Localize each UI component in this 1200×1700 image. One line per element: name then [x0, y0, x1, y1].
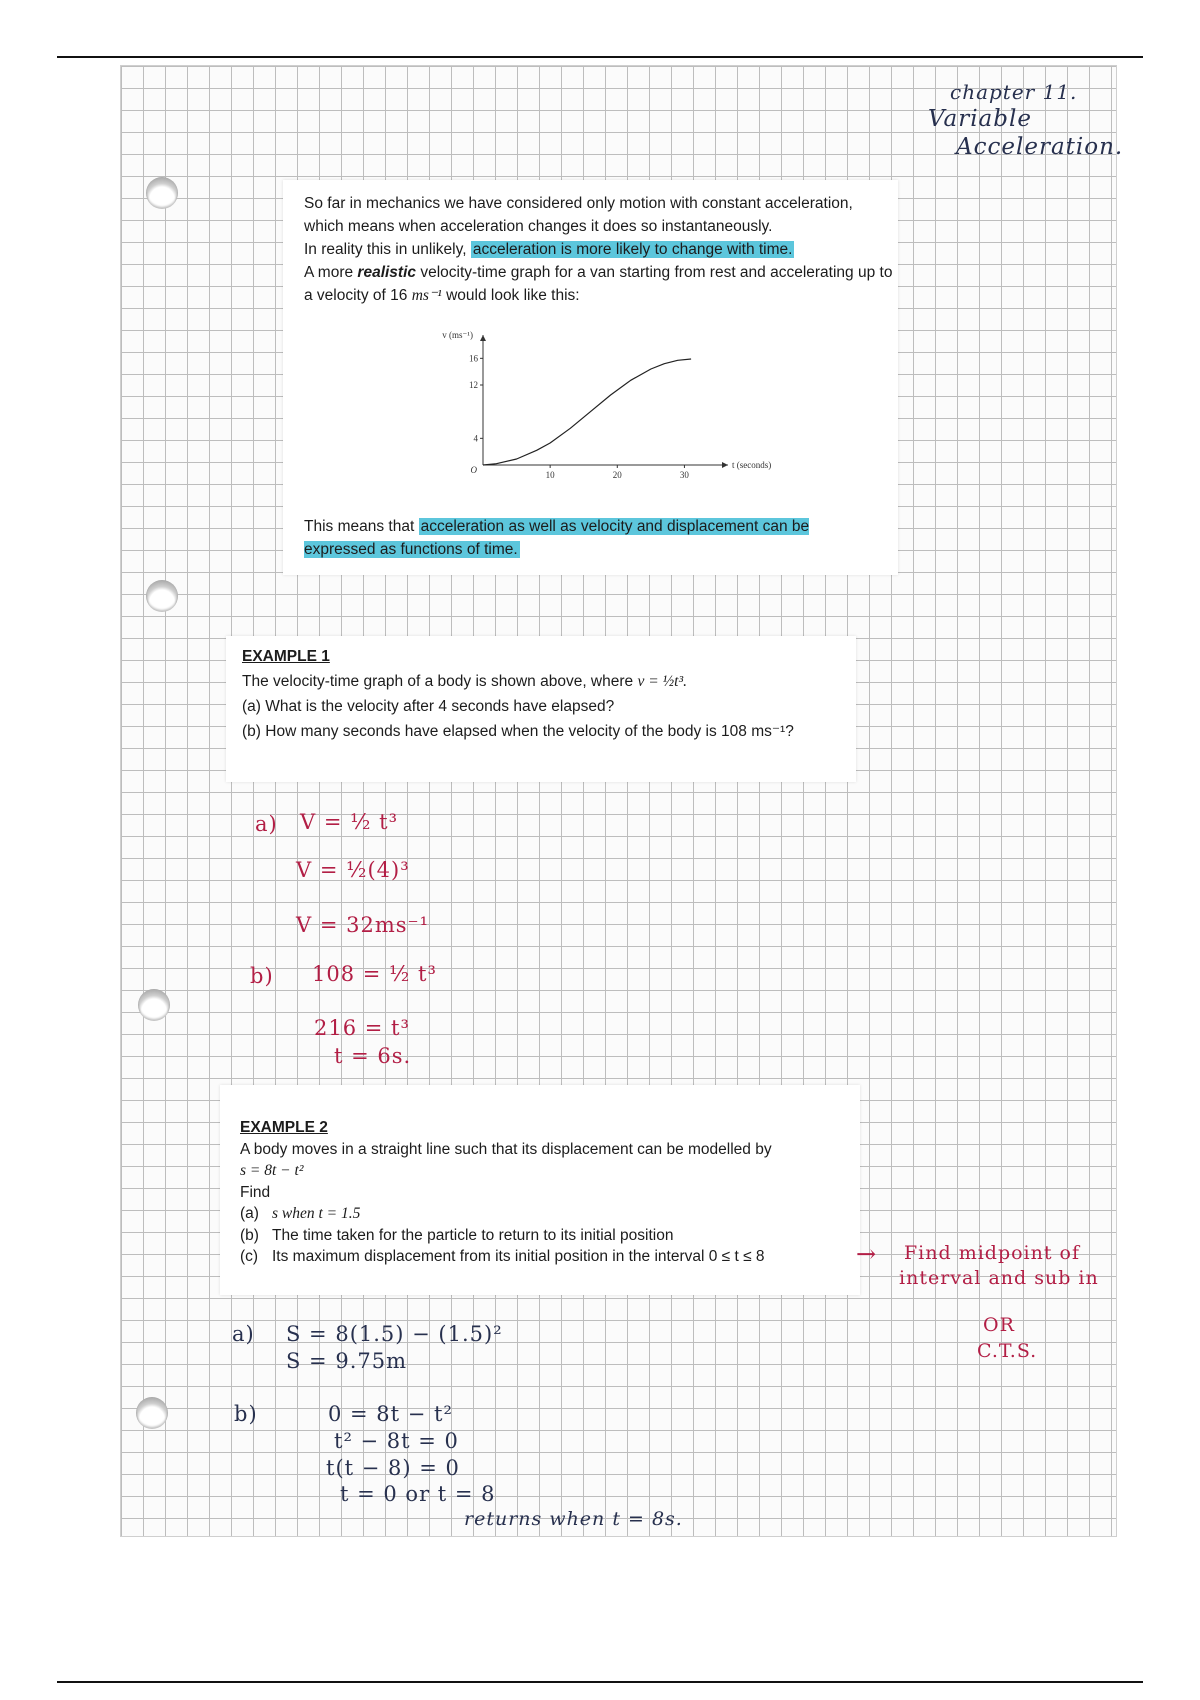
margin-note-line1: chapter 11.: [950, 80, 1078, 104]
solution-1-a-line1: V = ½ t³: [300, 810, 398, 834]
example-1-statement-text: The velocity-time graph of a body is shown above, where: [242, 673, 638, 690]
intro-p2-text: In reality this in unlikely,: [304, 241, 471, 258]
intro-p3-post: velocity-time graph for a van starting from rest and accelerating up to a velocity of 16: [304, 264, 893, 304]
example-2-statement: A body moves in a straight line such that its displacement can be modelled by: [240, 1140, 772, 1158]
x-tick-label: 20: [612, 470, 622, 480]
solution-1-b-label: b): [250, 964, 274, 988]
intro-paragraph-2: [304, 238, 894, 261]
example-2-part-a-label: (a): [240, 1205, 259, 1222]
side-note-line1: Find midpoint of: [904, 1242, 1081, 1264]
solution-1-a-line2: V = ½(4)³: [296, 858, 410, 882]
example-1-title: EXAMPLE 1: [242, 648, 330, 665]
intro-p3-pre: A more: [304, 264, 358, 281]
example-2-part-c-label: (c): [240, 1248, 259, 1265]
example-1-part-b: (b) How many seconds have elapsed when the velocity of the body is 108 ms⁻¹?: [242, 723, 794, 740]
example-2-formula: s = 8t − t²: [240, 1162, 304, 1179]
x-axis-label: t (seconds): [732, 460, 772, 470]
x-axis-arrow: [722, 462, 728, 468]
example-2-part-c: [240, 1246, 850, 1268]
solution-2-b-line4: t = 0 or t = 8: [340, 1482, 496, 1506]
example-2-part-c-text: Its maximum displacement from its initial position in the interval 0 ≤ t ≤ 8: [272, 1248, 765, 1265]
top-rule: [57, 56, 1143, 58]
solution-2-b-line3: t(t − 8) = 0: [326, 1456, 460, 1480]
solution-2-a-line2: S = 9.75m: [286, 1349, 408, 1373]
punch-hole: [138, 989, 170, 1021]
intro-p4-highlight: acceleration as well as velocity and displacement can be expressed as functions of time.: [304, 518, 810, 558]
bottom-rule: [57, 1681, 1143, 1683]
x-tick-label: 10: [545, 470, 555, 480]
punch-hole: [146, 177, 178, 209]
intro-paragraph-4: [304, 515, 864, 561]
example-2-part-b-text: The time taken for the particle to return to its initial position: [272, 1226, 674, 1244]
solution-1-b-line3: t = 6s.: [334, 1044, 412, 1068]
intro-card: [283, 180, 898, 575]
intro-p3-unit: ms⁻¹: [411, 287, 442, 304]
example-2-card: [220, 1085, 860, 1295]
punch-hole: [136, 1397, 168, 1429]
intro-p4-text: This means that: [304, 518, 419, 535]
intro-paragraph-3: [304, 261, 894, 307]
example-1-formula: v = ½t³.: [637, 673, 688, 690]
side-note-line4: C.T.S.: [977, 1340, 1038, 1362]
solution-2-b-line2: t² − 8t = 0: [334, 1429, 459, 1453]
side-note-arrow: →: [856, 1240, 878, 1268]
y-axis-arrow: [480, 335, 486, 341]
example-1-part-a: (a) What is the velocity after 4 seconds have elapsed?: [242, 698, 615, 715]
example-1-card: [226, 636, 856, 782]
margin-note-line3: Acceleration.: [956, 134, 1124, 160]
y-tick-label: 16: [469, 353, 478, 364]
solution-2-a-line1: S = 8(1.5) − (1.5)²: [286, 1322, 503, 1346]
example-2-find: Find: [240, 1183, 271, 1201]
solution-1-b-line2: 216 = t³: [314, 1016, 410, 1040]
side-note-line2: interval and sub in: [899, 1267, 1099, 1289]
y-axis-label: v (ms⁻¹): [442, 330, 473, 340]
solution-1-a-line3: V = 32ms⁻¹: [296, 913, 430, 937]
example-2-part-b-label: (b): [240, 1226, 259, 1244]
velocity-time-graph: [442, 330, 772, 495]
y-tick-label: 4: [473, 433, 478, 444]
y-tick-label: 12: [469, 380, 478, 390]
solution-1-b-line1: 108 = ½ t³: [312, 962, 437, 986]
example-1-statement: [242, 669, 842, 694]
velocity-curve: [483, 359, 691, 465]
x-tick-label: 30: [679, 470, 689, 480]
punch-hole: [146, 580, 178, 612]
margin-note-line2: Variable: [928, 106, 1032, 132]
solution-2-b-line1: 0 = 8t − t²: [328, 1402, 453, 1426]
intro-p3-bold: realistic: [357, 264, 417, 281]
example-2-part-a-text: s when t = 1.5: [272, 1205, 361, 1222]
solution-2-b-label: b): [234, 1402, 258, 1426]
example-2-title: EXAMPLE 2: [240, 1119, 328, 1136]
example-2-part-b: [240, 1225, 850, 1247]
solution-2-a-label: a): [232, 1322, 255, 1346]
intro-p2-highlight: acceleration is more likely to change with time.: [472, 241, 793, 258]
example-2-part-a: [240, 1203, 850, 1225]
intro-p3-end: would look like this:: [441, 287, 580, 304]
intro-paragraph-1: So far in mechanics we have considered only motion with constant acceleration, which means when acceleration changes it does so instantaneously.: [304, 195, 853, 235]
origin-label: O: [470, 465, 477, 475]
solution-2-b-line5: returns when t = 8s.: [464, 1508, 683, 1530]
side-note-line3: OR: [983, 1314, 1015, 1336]
solution-1-a-label: a): [255, 812, 278, 836]
